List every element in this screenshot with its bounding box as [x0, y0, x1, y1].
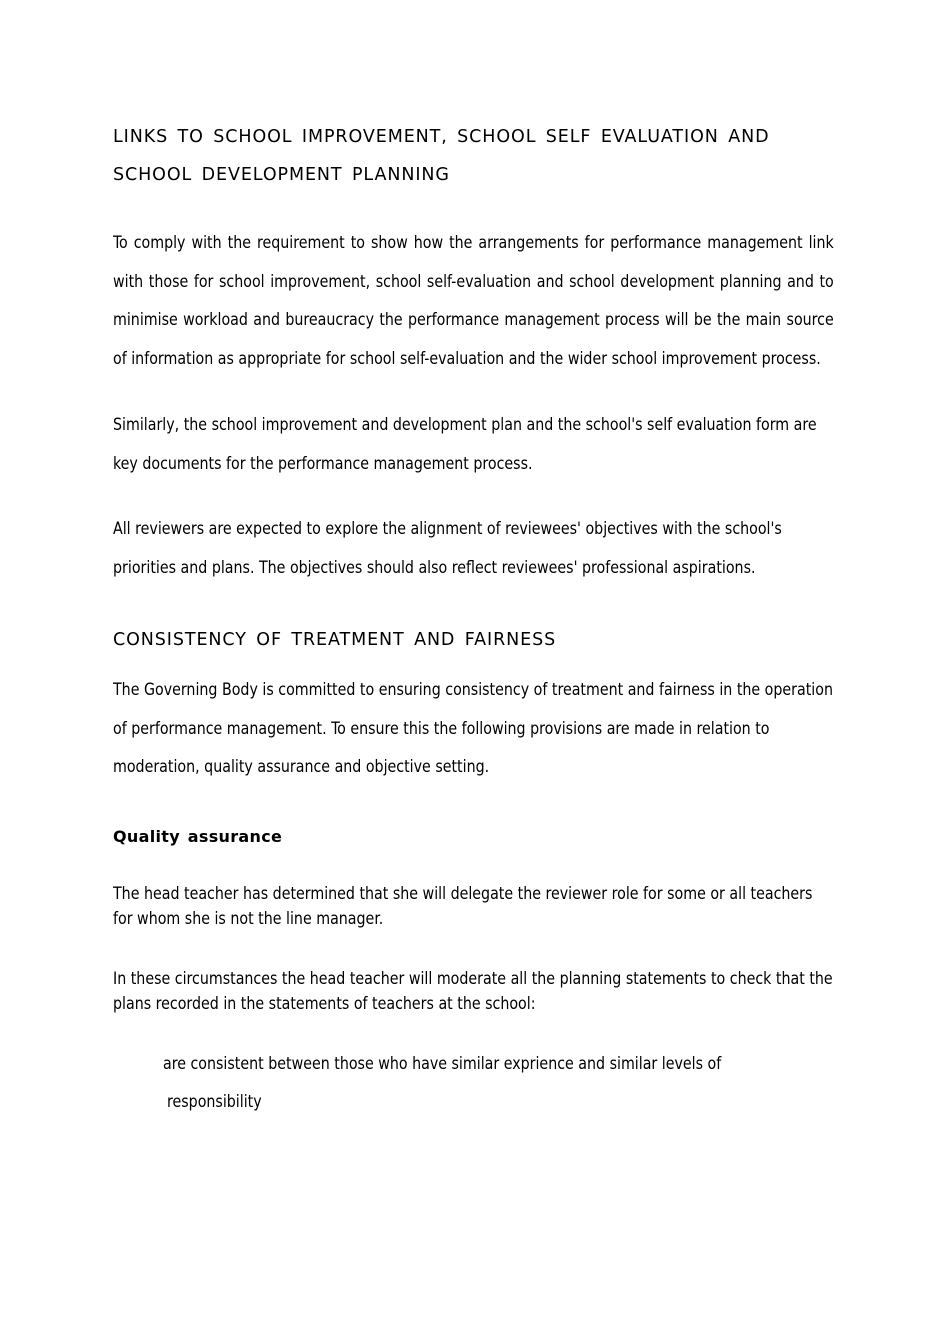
paragraph-reviewer-alignment: All reviewers are expected to explore the alignment of reviewees' objectives with the school's priorities and plans. The objectives should also reflect reviewees' professional aspirations.	[113, 519, 782, 578]
section-heading-consistency: CONSISTENCY OF TREATMENT AND FAIRNESS	[113, 630, 557, 650]
paragraph-intro-compliance: To comply with the requirement to show how the arrangements for performance management link with those for school improvement, school self-evaluation and school development planning and to minimise workload and bureaucracy the performance management process will be the main source of information as appropriate for school self-evaluation and the wider school improvement process.	[113, 233, 834, 369]
paragraph-governing-body: The Governing Body is committed to ensuring consistency of treatment and fairness in the operation of performance management. To ensure this the following provisions are made in relation to moderation, quality assurance and objective setting.	[113, 680, 833, 777]
spacer	[113, 378, 834, 406]
spacer	[113, 587, 834, 623]
spacer	[113, 657, 834, 671]
spacer	[113, 1017, 834, 1045]
document-body	[113, 0, 834, 1122]
spacer	[113, 787, 834, 823]
list-item: are consistent between those who have similar exprience and similar levels of	[163, 1053, 722, 1074]
sub-heading-quality-assurance: Quality assurance	[113, 826, 283, 846]
spacer	[113, 483, 834, 510]
page-title: LINKS TO SCHOOL IMPROVEMENT, SCHOOL SELF EVALUATION AND SCHOOL DEVELOPMENT PLANNING	[113, 127, 770, 185]
paragraph-moderation-check: In these circumstances the head teacher will moderate all the planning statements to check that the plans recorded in the statements of teachers at the school:	[113, 968, 833, 1014]
list-item: responsibility	[167, 1092, 262, 1112]
spacer	[113, 851, 834, 882]
spacer	[113, 932, 834, 967]
spacer	[113, 194, 834, 224]
paragraph-head-teacher-delegation: The head teacher has determined that she will delegate the reviewer role for some or all teachers for whom she is not the line manager.	[113, 883, 813, 929]
paragraph-key-documents: Similarly, the school improvement and development plan and the school's self evaluation form are key documents for the performance management process.	[113, 415, 817, 474]
